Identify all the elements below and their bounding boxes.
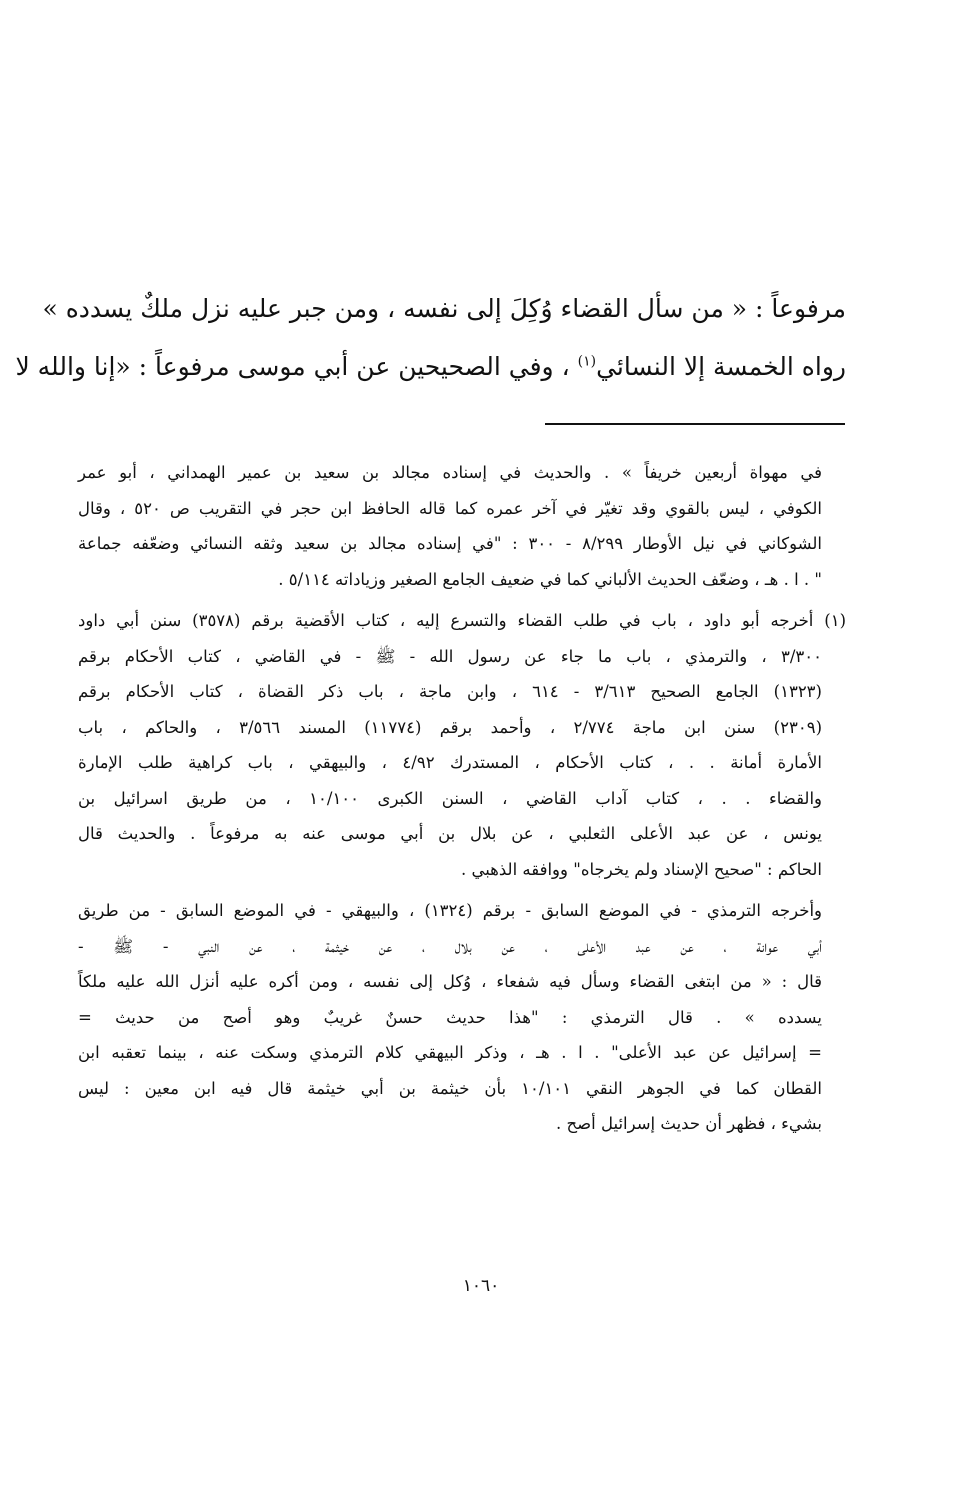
main-line-2-start: رواه الخمسة إلا النسائي bbox=[596, 352, 846, 381]
footnote-line: بشيء ، فظهر أن حديث إسرائيل أصح . bbox=[555, 1114, 822, 1133]
footnote-continuation bbox=[78, 455, 846, 597]
footnote-line: ٣/٣٠٠ ، والترمذي ، باب ما جاء عن رسول الله - ﷺ - في القاضي ، كتاب الأحكام برقم bbox=[78, 646, 822, 666]
footnote-line: يونس ، عن عبد الأعلى الثعلبي ، عن بلال بن أبي موسى عنه به مرفوعاً . والحديث قال bbox=[78, 824, 822, 843]
footnote-line: القطان كما في الجوهر النقي ١٠/١٠١ بأن خيثمة بن أبي خيثمة قال فيه ابن معين : ليس bbox=[78, 1078, 822, 1098]
page-number: ١٠٦٠ bbox=[462, 1276, 500, 1296]
footnote-line: في مهواة أربعين خريفاً » . والحديث في إسناده مجالد بن سعيد بن عمير الهمداني ، أبو عمر bbox=[78, 463, 822, 482]
main-line-2-end: ، وفي الصحيحين عن أبي موسى مرفوعاً : «إنا والله لا bbox=[15, 352, 570, 381]
footnote-separator bbox=[545, 423, 845, 425]
footnote-line: وأخرجه الترمذي - في الموضع السابق - برقم (١٣٢٤) ، والبيهقي - في الموضع السابق - من طريق bbox=[78, 901, 822, 920]
footnote-line: " . ا . هـ ، وضعّف الحديث الألباني كما في ضعيف الجامع الصغير وزياداته ٥/١١٤ . bbox=[278, 569, 822, 589]
footnote-line: الأمارة أمانة . . ، كتاب الأحكام ، المستدرك ٤/٩٢ ، والبيهقي ، باب كراهية طلب الإمارة bbox=[78, 753, 822, 772]
footnote-line: (١) أخرجه أبو داود ، باب في طلب القضاء والتسرع إليه ، كتاب الأقضية برقم (٣٥٧٨) سنن أبي داود bbox=[78, 611, 846, 630]
footnote-line: الكوفي ، ليس بالقوي وقد تغيّر في آخر عمره كما قاله الحافظ ابن حجر في التقريب ص ٥٢٠ ، وقال bbox=[78, 498, 823, 518]
footnote-line: الحاكم : "صحيح الإسناد ولم يخرجاه" ووافقه الذهبي . bbox=[460, 859, 822, 879]
footnote-line: (١٣٢٣) الجامع الصحيح ٣/٦١٣ - ٦١٤ ، وابن ماجة ، باب ذكر القضاة ، كتاب الأحكام برقم bbox=[78, 682, 822, 701]
footnote-line: = إسرائيل عن عبد الأعلى" . ا . هـ ، وذكر البيهقي كلام الترمذي وسكت عنه ، بينما تعقبه ابن bbox=[78, 1043, 822, 1062]
footnote-line: قال : « من ابتغى القضاء وسأل فيه شفعاء ، وُكل إلى نفسه ، ومن أكره عليه أنزل الله عليه ملكاً bbox=[78, 972, 822, 991]
main-line-1: مرفوعاً : « من سأل القضاء وُكِلَ إلى نفسه ، ومن جبر عليه نزل ملكٌ يسدده » bbox=[42, 294, 846, 323]
footnotes-section bbox=[78, 455, 846, 1148]
footnote-line: والقضاء . . ، كتاب آداب القاضي ، السنن الكبرى ١٠/١٠٠ ، من طريق اسرائيل بن bbox=[78, 788, 822, 808]
footnote-reference: (١) bbox=[577, 353, 597, 370]
main-line-2 bbox=[15, 338, 846, 396]
footnote-line: الشوكاني في نيل الأوطار ٨/٢٩٩ - ٣٠٠ : "في إسناده مجالد بن سعيد وثقه النسائي وضعّفه جماعة bbox=[78, 534, 822, 553]
footnote-line: أبي عوانة ، عن عبد الأعلى ، عن بلال ، عن خيثمة ، عن النبي - ﷺ - bbox=[78, 936, 822, 956]
main-text bbox=[15, 280, 846, 396]
footnote-1 bbox=[78, 603, 846, 887]
footnote-line: (٢٣٠٩) سنن ابن ماجة ٢/٧٧٤ ، وأحمد برقم (١١٧٧٤) المسند ٣/٥٦٦ ، والحاكم ، باب bbox=[78, 717, 822, 737]
footnote-line: يسدده » . قال الترمذي : "هذا حديث حسنٌ غريبٌ وهو أصح من حديث = bbox=[78, 1007, 822, 1027]
footnote-1-addendum bbox=[78, 893, 846, 1142]
